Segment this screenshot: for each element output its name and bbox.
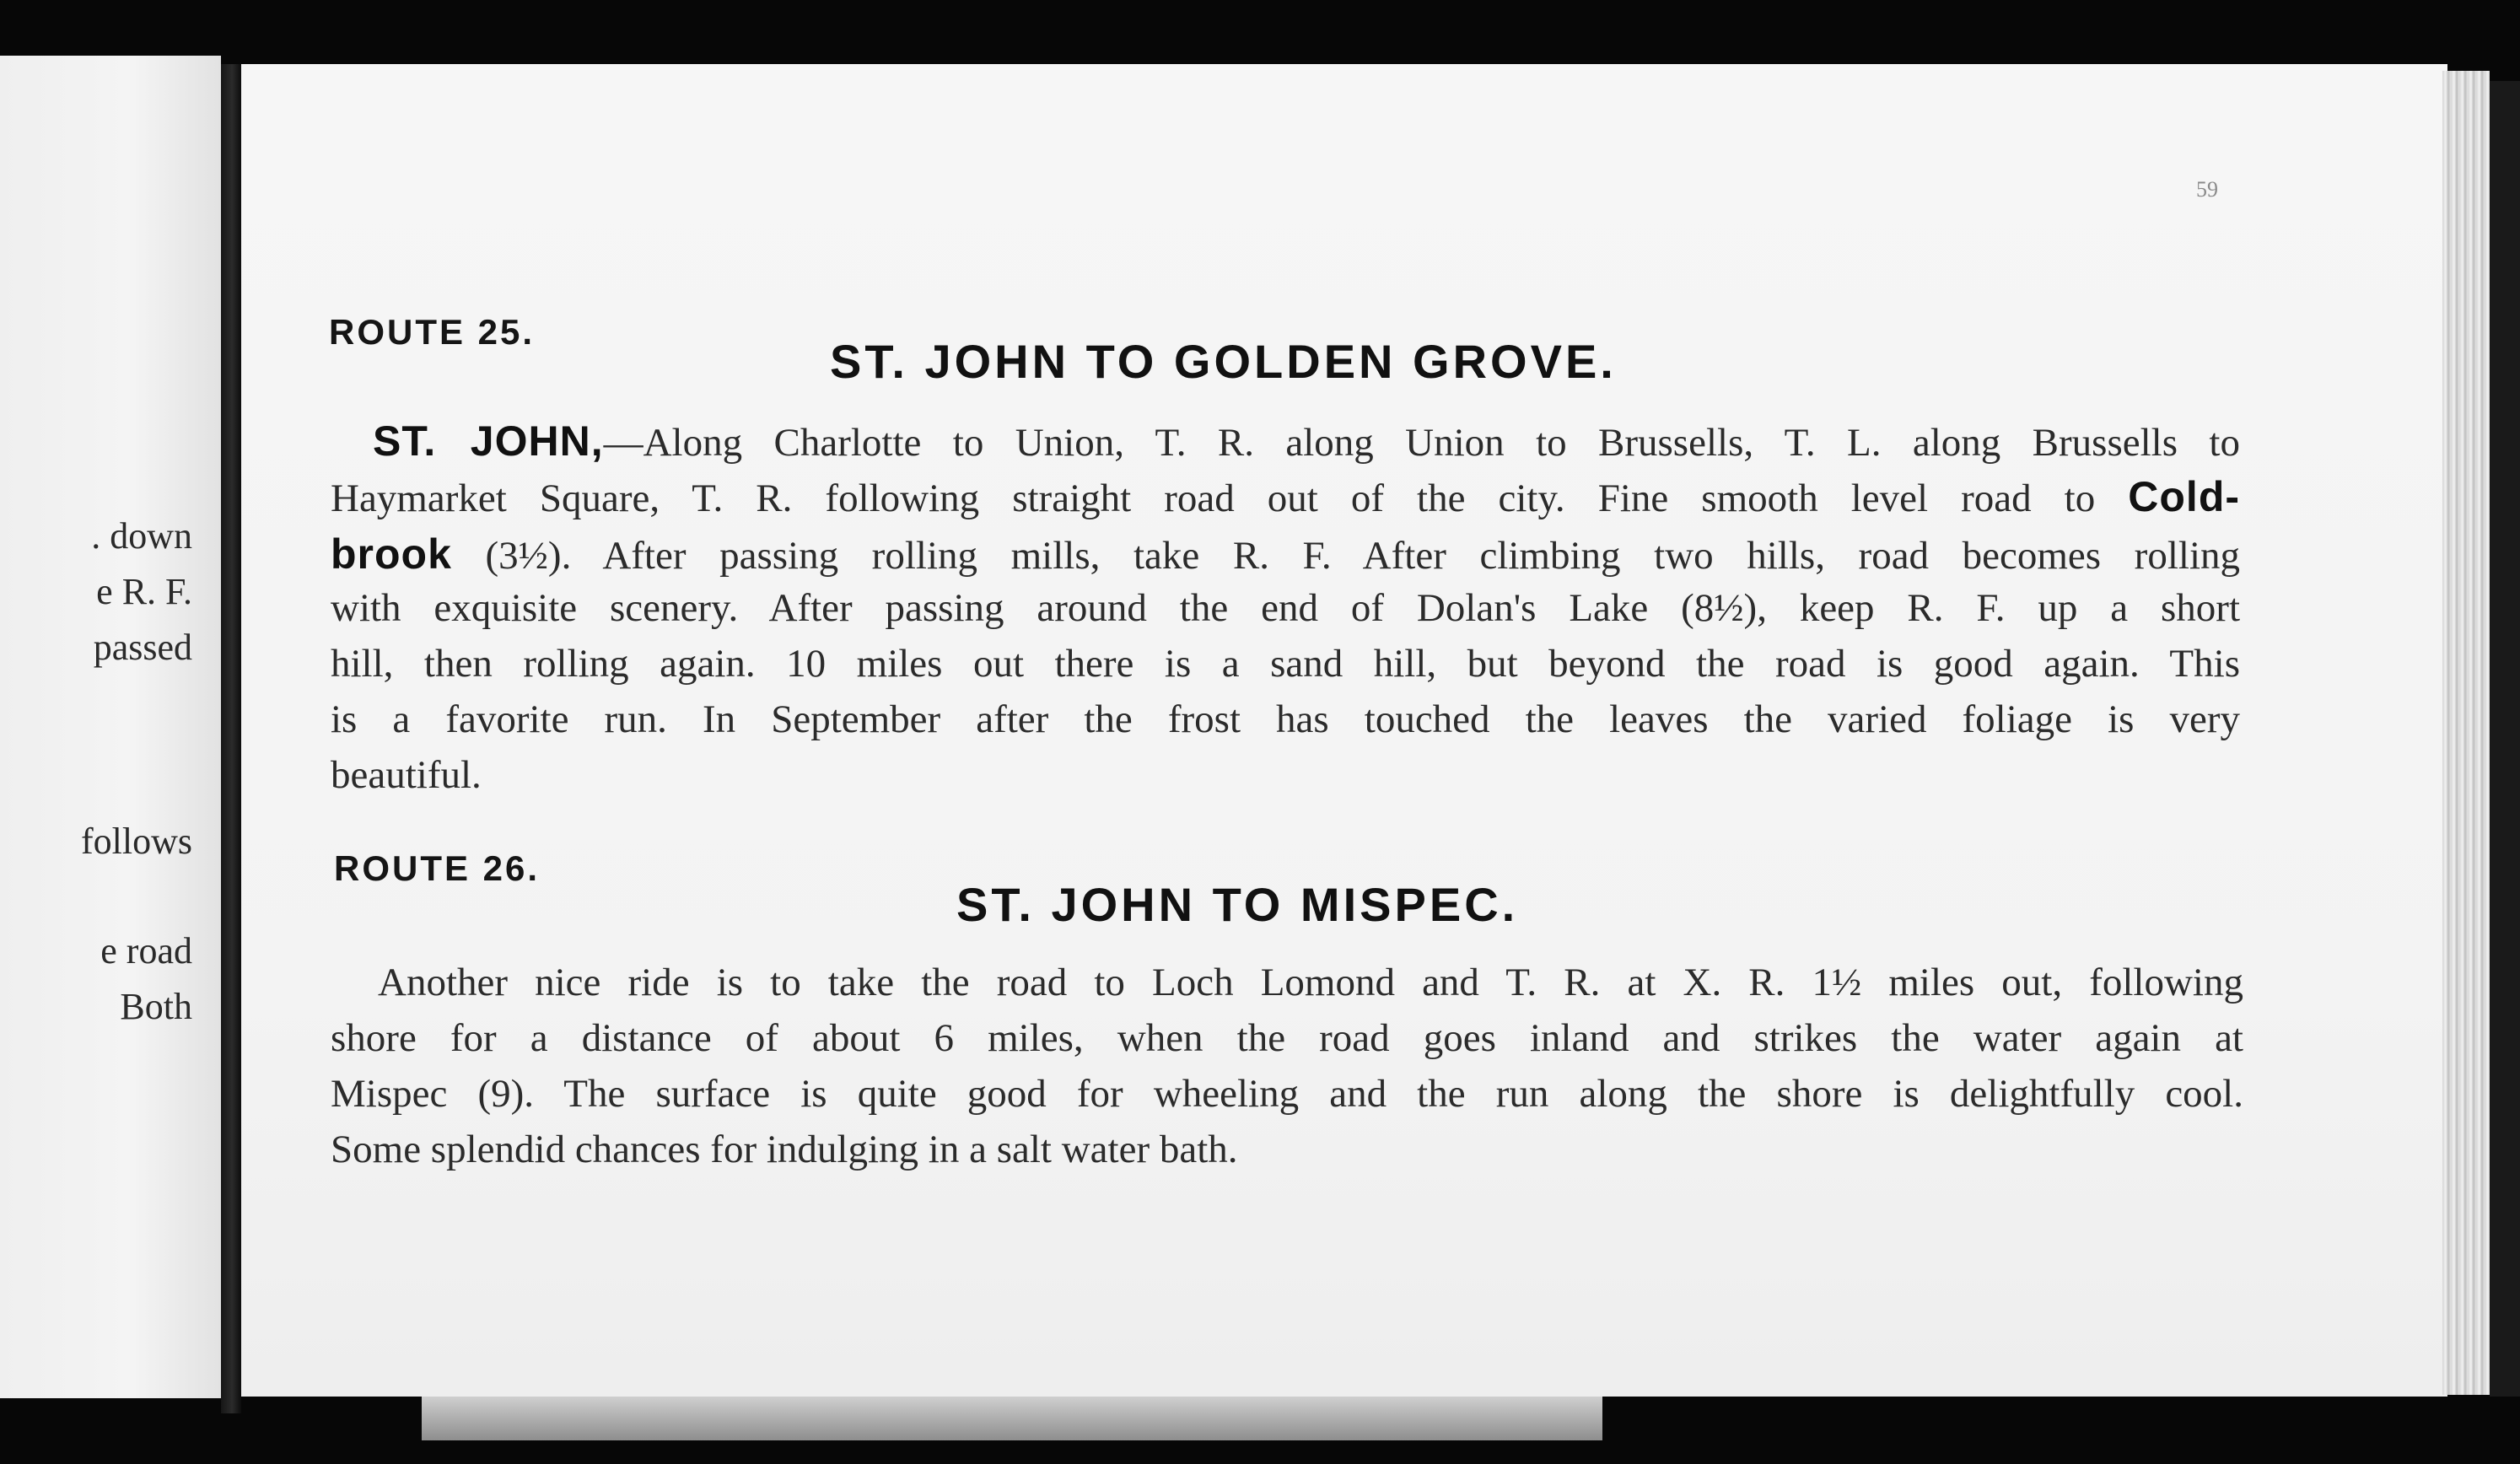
text-line: hill, then rolling again. 10 miles out there is a sand hill, but beyond the road is good again. This xyxy=(331,642,2240,686)
text-line xyxy=(331,530,2240,579)
text-line xyxy=(373,417,2240,466)
route-25-label: ROUTE 25. xyxy=(329,312,536,352)
text-line: Some splendid chances for indulging in a salt water bath. xyxy=(331,1128,1238,1171)
lead-place-name: ST. JOHN, xyxy=(373,417,604,465)
previous-page-text: passed xyxy=(93,627,192,668)
bottom-page-edge xyxy=(422,1397,1602,1440)
book-gutter xyxy=(221,64,241,1413)
text-span: —Along Charlotte to Union, T. R. along Union to Brussells, T. L. along Brussells to xyxy=(603,421,2240,465)
text-span: Haymarket Square, T. R. following straight road out of the city. Fine smooth level road to xyxy=(331,476,2096,520)
text-line: beautiful. xyxy=(331,753,482,797)
route-25-title: ST. JOHN TO GOLDEN GROVE. xyxy=(830,335,1617,388)
place-name-bold: brook xyxy=(331,530,452,578)
text-line: shore for a distance of about 6 miles, when the road goes inland and strikes the water again at xyxy=(331,1016,2243,1060)
text-line xyxy=(331,472,2240,521)
previous-page xyxy=(0,56,221,1398)
previous-page-text: follows xyxy=(81,821,192,862)
text-line: Another nice ride is to take the road to Loch Lomond and T. R. at X. R. 1½ miles out, following xyxy=(378,961,2243,1004)
text-line: with exquisite scenery. After passing around the end of Dolan's Lake (8½), keep R. F. up a short xyxy=(331,586,2240,630)
text-line: Mispec (9). The surface is quite good for wheeling and the run along the shore is delightfully cool. xyxy=(331,1072,2243,1116)
text-span: (3½). After passing rolling mills, take R. F. After climbing two hills, road becomes rolling xyxy=(485,534,2240,578)
previous-page-text: e road xyxy=(100,930,192,972)
text-line: is a favorite run. In September after the frost has touched the leaves the varied foliage is very xyxy=(331,697,2240,741)
route-26-label: ROUTE 26. xyxy=(334,848,541,888)
route-26-title: ST. JOHN TO MISPEC. xyxy=(956,878,1519,931)
page-edge xyxy=(2442,71,2490,1395)
previous-page-text: Both xyxy=(120,986,192,1027)
previous-page-text: e R. F. xyxy=(96,571,192,612)
previous-page-text: . down xyxy=(91,515,192,557)
page-edge-shadow xyxy=(2490,81,2520,1397)
place-name-bold: Cold- xyxy=(2128,473,2240,520)
page-number: 59 xyxy=(2196,177,2218,202)
